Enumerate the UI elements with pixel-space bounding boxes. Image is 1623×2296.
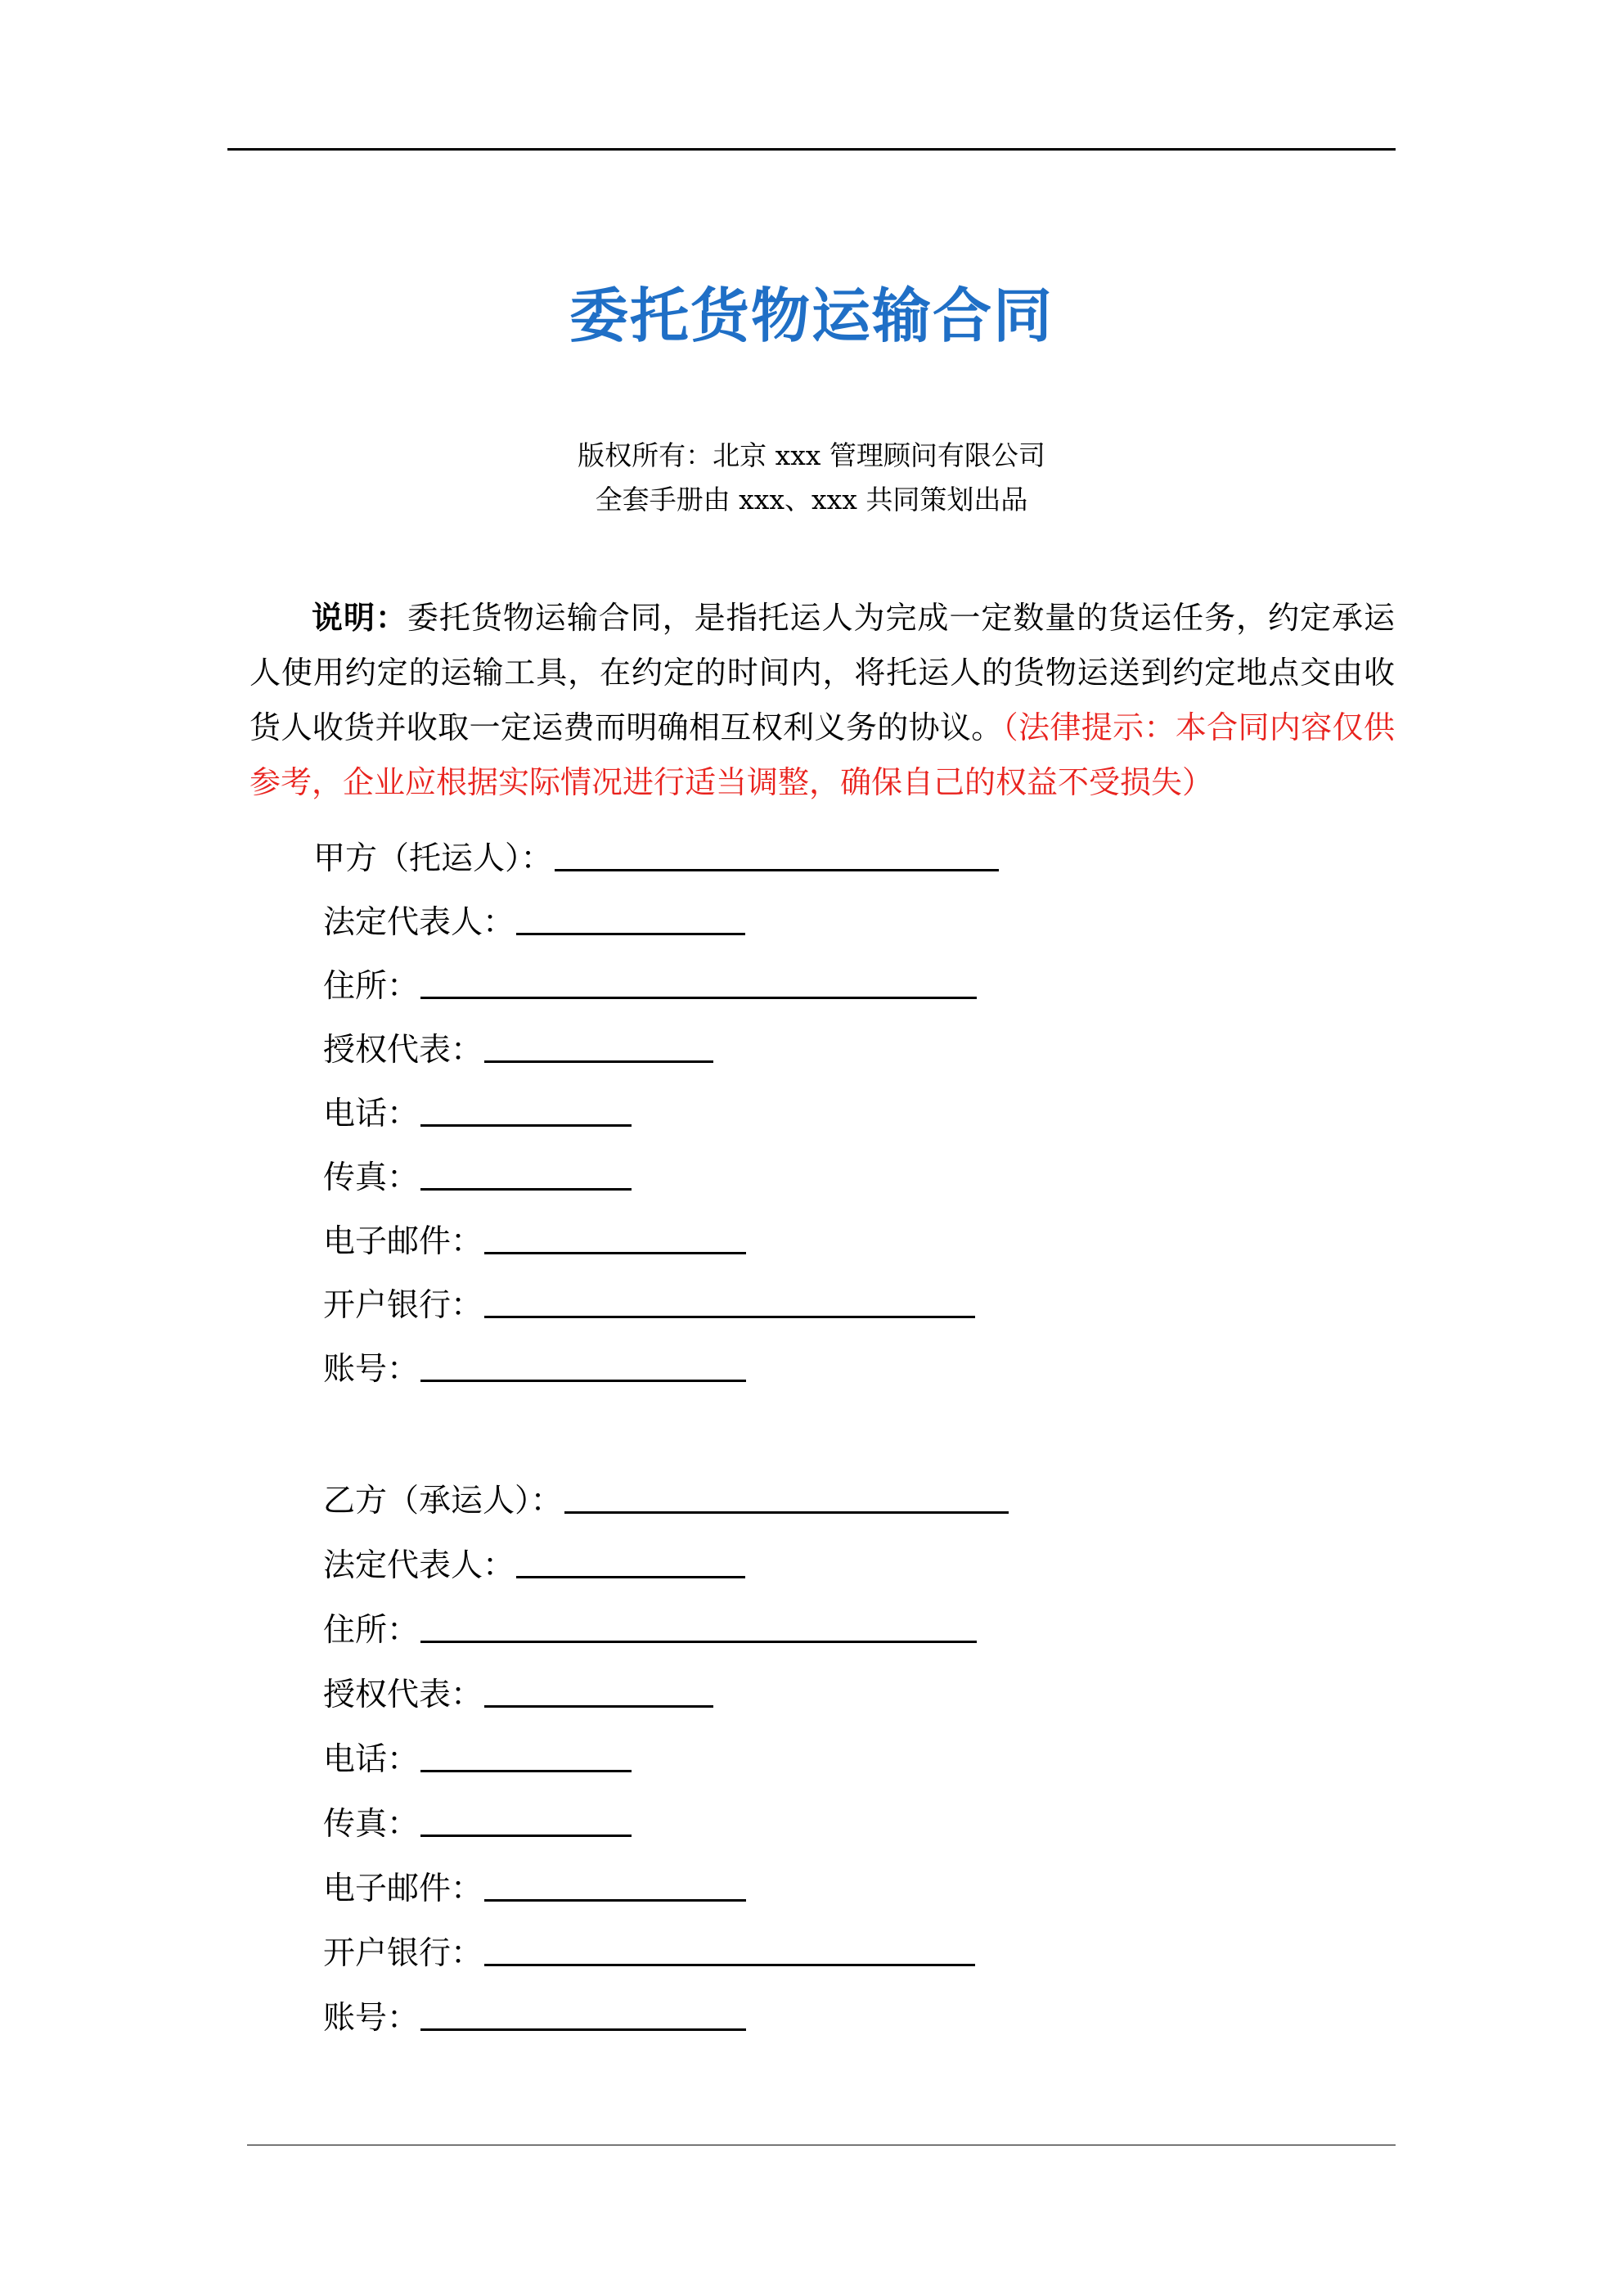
party-a-legal-rep-label: 法定代表人： [323,904,515,941]
party-a-account-blank[interactable] [420,1380,746,1382]
party-b-account-label: 账号： [323,2000,420,2037]
party-a-address-field [323,968,977,1005]
party-b-legal-rep-blank[interactable] [516,1576,745,1578]
party-b-legal-rep-field [323,1547,745,1584]
party-a-account-field [323,1351,746,1388]
party-b-address-field [323,1612,977,1649]
party-a-authorized-rep-blank[interactable] [484,1060,713,1063]
party-b-account-blank[interactable] [420,2028,746,2031]
party-b-email-label: 电子邮件： [323,1871,483,1907]
party-a-bank-blank[interactable] [484,1316,975,1318]
party-a-heading: 甲方（托运人）： [313,840,553,877]
party-a-authorized-rep-field [323,1032,713,1069]
description-body: 委托货物运输合同，是指托运人为完成一定数量的货运任务，约定承运人使用约定的运输工具，在约定的时间内，将托运人的货物运送到约定地点交由收货人收货并收取一定运费而明确相互权利义务的协议。 [250,600,1395,745]
party-a-address-blank[interactable] [420,997,977,999]
description-paragraph [250,590,1395,810]
copyright-line: 版权所有：北京 xxx 管理顾问有限公司 [578,439,1045,471]
description-lead: 说明： [312,599,407,636]
party-b-bank-field [323,1935,975,1972]
party-a-bank-field [323,1287,975,1324]
party-a-phone-blank[interactable] [420,1124,632,1127]
party-a-fax-field [323,1159,632,1196]
party-b-phone-field [323,1741,632,1778]
party-b-authorized-rep-field [323,1679,713,1711]
legal-hint: （法律提示：本合同内容仅供参考，企业应根据实际情况进行适当调整，确保自己的权益不受损失） [250,709,1395,800]
party-b-bank-blank[interactable] [484,1964,975,1966]
document-title: 委托货物运输合同 [569,281,1054,350]
party-b-address-blank[interactable] [420,1641,977,1643]
party-a-email-field [323,1223,746,1260]
party-a-email-blank[interactable] [484,1252,746,1254]
party-b-address-label: 住所： [323,1612,420,1649]
party-a-authorized-rep-label: 授权代表： [323,1032,483,1069]
party-b-email-blank[interactable] [484,1899,746,1902]
party-b-legal-rep-label: 法定代表人： [323,1547,515,1584]
party-b-fax-blank[interactable] [420,1835,632,1837]
party-a-email-label: 电子邮件： [323,1223,483,1260]
publisher-line: 全套手册由 xxx、xxx 共同策划出品 [595,484,1028,515]
party-a-fax-blank[interactable] [420,1188,632,1191]
party-b-account-field [323,2000,746,2037]
party-b-phone-blank[interactable] [420,1770,632,1772]
party-a-phone-field [323,1098,632,1130]
party-a-bank-label: 开户银行： [323,1287,483,1324]
party-a-phone-label: 电话： [323,1096,420,1132]
party-b-authorized-rep-blank[interactable] [484,1705,713,1708]
party-a-address-label: 住所： [323,968,420,1005]
party-b-email-field [323,1873,746,1905]
party-b-heading-field [323,1485,1009,1517]
party-b-heading: 乙方（承运人）： [323,1483,563,1519]
party-b-bank-label: 开户银行： [323,1935,483,1972]
party-b-fax-field [323,1806,632,1843]
party-b-fax-label: 传真： [323,1806,420,1843]
party-a-legal-rep-blank[interactable] [516,933,745,935]
header-rule [227,148,1396,151]
party-a-legal-rep-field [323,904,745,941]
party-a-fax-label: 传真： [323,1159,420,1196]
party-a-name-blank[interactable] [555,869,999,871]
party-b-authorized-rep-label: 授权代表： [323,1677,483,1713]
party-b-phone-label: 电话： [323,1741,420,1778]
party-a-heading-field [313,840,999,877]
party-a-account-label: 账号： [323,1351,420,1388]
party-b-name-blank[interactable] [564,1511,1009,1514]
